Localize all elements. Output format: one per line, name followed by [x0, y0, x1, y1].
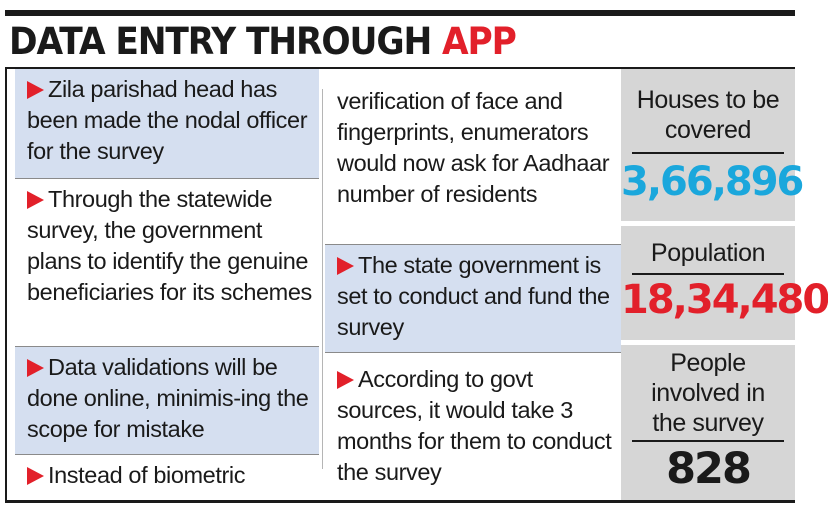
bullet-item	[15, 455, 319, 499]
stat-rule	[632, 273, 784, 275]
stat-rule	[632, 440, 784, 442]
bullet-item	[15, 347, 319, 454]
stats-column	[621, 69, 828, 500]
title-main-text: DATA ENTRY THROUGH	[9, 20, 443, 63]
red-right-arrow-icon	[27, 467, 44, 485]
bullet-item	[325, 245, 621, 352]
header-top-rule	[5, 10, 795, 16]
stat-value-people: 828	[666, 444, 750, 494]
divider	[325, 352, 621, 353]
bullet-item	[325, 359, 621, 494]
column-divider	[322, 89, 323, 469]
red-right-arrow-icon	[27, 191, 44, 209]
bullet-text: Instead of biometric	[48, 462, 246, 488]
stat-rule	[632, 152, 784, 154]
bullet-item	[15, 179, 319, 346]
bullet-text: The state government is set to conduct and fund the survey	[337, 252, 610, 340]
bullet-text: Through the statewide survey, the government plans to identify the genuine beneficiaries for its schemes	[27, 186, 312, 305]
bullet-text: Zila parishad head has been made the nodal officer for the survey	[27, 76, 308, 164]
stat-label-population: Population	[650, 239, 766, 267]
stat-value-population: 18,34,480	[621, 277, 828, 323]
stat-label-houses: Houses to be covered	[636, 86, 780, 144]
bullet-text: According to govt sources, it would take 3 months for them to conduct the survey	[337, 366, 612, 485]
bullet-continuation	[325, 81, 621, 244]
red-right-arrow-icon	[337, 371, 354, 389]
red-right-arrow-icon	[27, 359, 44, 377]
infographic-panel	[5, 67, 828, 502]
bullet-text: Data validations will be done online, minimis-ing the scope for mistake	[27, 354, 309, 442]
stat-separator	[621, 221, 795, 226]
page-title	[9, 17, 516, 67]
footer-rule	[5, 502, 795, 503]
stat-label-people: People involved in the survey	[651, 349, 765, 437]
red-right-arrow-icon	[27, 81, 44, 99]
bullet-item	[15, 69, 319, 178]
title-accent-text: APP	[442, 20, 516, 63]
red-right-arrow-icon	[337, 257, 354, 275]
stat-separator	[621, 340, 795, 345]
bullet-text: verification of face and fingerprints, enumerators would now ask for Aadhaar number of residents	[337, 88, 610, 207]
stat-value-houses: 3,66,896	[621, 159, 803, 205]
